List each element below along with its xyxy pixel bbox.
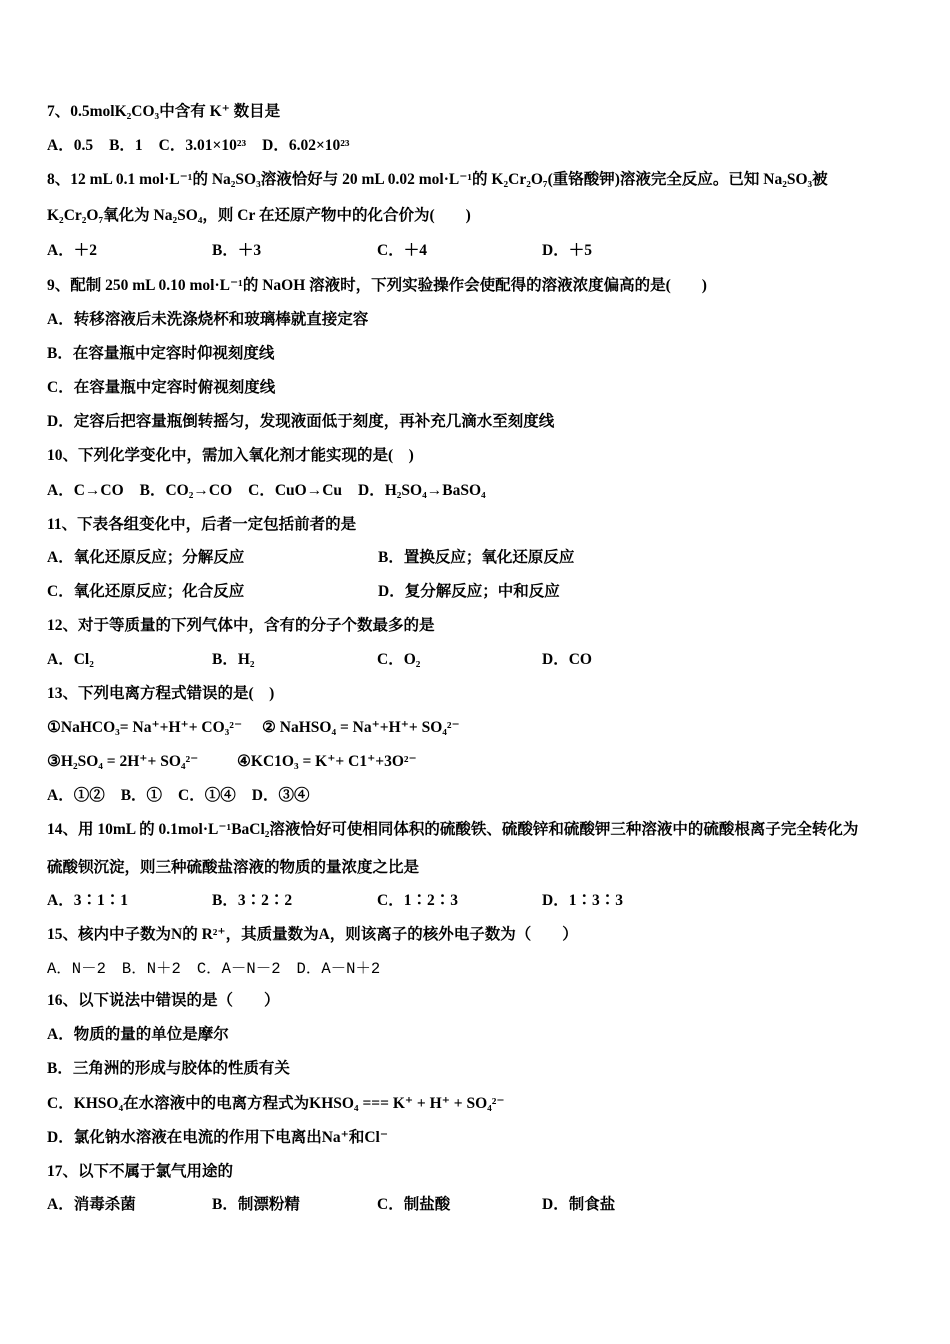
question-stem-cont: 硫酸钡沉淀，则三种硫酸盐溶液的物质的量浓度之比是 bbox=[47, 859, 420, 876]
option-c: C．1∶2∶3 bbox=[377, 892, 458, 909]
equations-row-1 bbox=[47, 718, 460, 738]
option-d: D．A－N＋2 bbox=[296, 960, 381, 978]
option-c: C．制盐酸 bbox=[377, 1196, 451, 1213]
option-d: D．③④ bbox=[251, 787, 310, 804]
option-b: B．＋3 bbox=[212, 242, 262, 259]
question-stem-cont: K₂Cr₂O₇氧化为 Na₂SO₄，则 Cr 在还原产物中的化合价为( ) bbox=[47, 207, 471, 224]
option-b: B．① bbox=[120, 787, 163, 804]
options bbox=[47, 136, 366, 156]
question-stem: 7、0.5molK₂CO₃中含有 K⁺ 数目是 bbox=[47, 103, 281, 120]
option-a: A．0.5 bbox=[47, 137, 94, 154]
option-b: B．CO₂→CO bbox=[139, 482, 233, 499]
option-c: C．3.01×10²³ bbox=[158, 137, 247, 154]
option-b: B．H₂ bbox=[212, 651, 255, 668]
question-stem: 8、12 mL 0.1 mol·L⁻¹的 Na₂SO₃溶液恰好与 20 mL 0.02 mol·L⁻¹的 K₂Cr₂O₇(重铬酸钾)溶液完全反应。已知 Na₂SO₃被 bbox=[47, 171, 828, 188]
option-b: B．制漂粉精 bbox=[212, 1196, 300, 1213]
option-a: A．氧化还原反应；分解反应 bbox=[47, 549, 245, 566]
options bbox=[47, 481, 502, 501]
option-c: C．A－N－2 bbox=[196, 960, 281, 978]
question-stem: 17、以下不属于氯气用途的 bbox=[47, 1163, 234, 1180]
option-c: C．＋4 bbox=[377, 242, 427, 259]
option-d: D．制食盐 bbox=[542, 1196, 616, 1213]
equation-3: ③H₂SO₄ = 2H⁺+ SO₄²⁻ bbox=[47, 753, 199, 770]
option-b: B．三角洲的形成与胶体的性质有关 bbox=[47, 1060, 290, 1077]
equation-2: ② NaHSO₄ = Na⁺+H⁺+ SO₄²⁻ bbox=[262, 719, 460, 736]
options bbox=[47, 891, 707, 911]
option-d: D．H₂SO₄→BaSO₄ bbox=[358, 482, 486, 499]
options bbox=[47, 1195, 707, 1215]
option-d: D．氯化钠水溶液在电流的作用下电离出Na⁺和Cl⁻ bbox=[47, 1129, 389, 1146]
question-stem: 12、对于等质量的下列气体中，含有的分子个数最多的是 bbox=[47, 617, 435, 634]
option-a: A．Cl₂ bbox=[47, 651, 94, 668]
option-d: D．复分解反应；中和反应 bbox=[378, 583, 560, 600]
option-c: C．在容量瓶中定容时俯视刻度线 bbox=[47, 379, 276, 396]
equations-row-2 bbox=[47, 752, 417, 772]
option-d: D．＋5 bbox=[542, 242, 592, 259]
options bbox=[47, 786, 325, 806]
option-d: D．6.02×10²³ bbox=[262, 137, 350, 154]
question-stem: 11、下表各组变化中，后者一定包括前者的是 bbox=[47, 516, 357, 533]
option-c: C．①④ bbox=[178, 787, 236, 804]
option-b: B．1 bbox=[109, 137, 143, 154]
options bbox=[47, 241, 707, 261]
option-b: B．N＋2 bbox=[121, 960, 181, 978]
option-c: C．CuO→Cu bbox=[248, 482, 343, 499]
question-stem: 16、以下说法中错误的是（ ） bbox=[47, 992, 280, 1009]
option-a: A．N－2 bbox=[47, 960, 106, 978]
options-row-1 bbox=[47, 548, 709, 568]
option-b: B．置换反应；氧化还原反应 bbox=[378, 549, 575, 566]
question-stem: 14、用 10mL 的 0.1mol·L⁻¹BaCl₂溶液恰好可使相同体积的硫酸铁、硫酸锌和硫酸钾三种溶液中的硫酸根离子完全转化为 bbox=[47, 821, 859, 838]
options bbox=[47, 959, 396, 979]
option-d: D．CO bbox=[542, 651, 592, 668]
option-d: D．1∶3∶3 bbox=[542, 892, 623, 909]
option-b: B．在容量瓶中定容时仰视刻度线 bbox=[47, 345, 275, 362]
option-b: B．3∶2∶2 bbox=[212, 892, 293, 909]
question-stem: 10、下列化学变化中，需加入氧化剂才能实现的是( ) bbox=[47, 447, 414, 464]
options-row-2 bbox=[47, 582, 709, 602]
options bbox=[47, 650, 707, 670]
option-d: D．定容后把容量瓶倒转摇匀，发现液面低于刻度，再补充几滴水至刻度线 bbox=[47, 413, 555, 430]
question-stem: 13、下列电离方程式错误的是( ) bbox=[47, 685, 275, 702]
question-stem: 15、核内中子数为N的 R²⁺，其质量数为A，则该离子的核外电子数为（ ） bbox=[47, 926, 578, 943]
equation-4: ④KC1O₃ = K⁺+ C1⁺+3O²⁻ bbox=[237, 753, 417, 770]
option-a: A．①② bbox=[47, 787, 105, 804]
option-c: C．O₂ bbox=[377, 651, 421, 668]
option-c: C．KHSO₄在水溶液中的电离方程式为KHSO₄ === K⁺ + H⁺ + SO₄²⁻ bbox=[47, 1095, 505, 1112]
option-a: A．＋2 bbox=[47, 242, 97, 259]
option-a: A．C→CO bbox=[47, 482, 124, 499]
question-stem: 9、配制 250 mL 0.10 mol·L⁻¹的 NaOH 溶液时，下列实验操作会使配得的溶液浓度偏高的是( ) bbox=[47, 277, 707, 294]
option-a: A．消毒杀菌 bbox=[47, 1196, 136, 1213]
option-c: C．氧化还原反应；化合反应 bbox=[47, 583, 245, 600]
option-a: A．3∶1∶1 bbox=[47, 892, 128, 909]
option-a: A．物质的量的单位是摩尔 bbox=[47, 1026, 229, 1043]
equation-1: ①NaHCO₃= Na⁺+H⁺+ CO₃²⁻ bbox=[47, 719, 243, 736]
option-a: A．转移溶液后未洗涤烧杯和玻璃棒就直接定容 bbox=[47, 311, 369, 328]
